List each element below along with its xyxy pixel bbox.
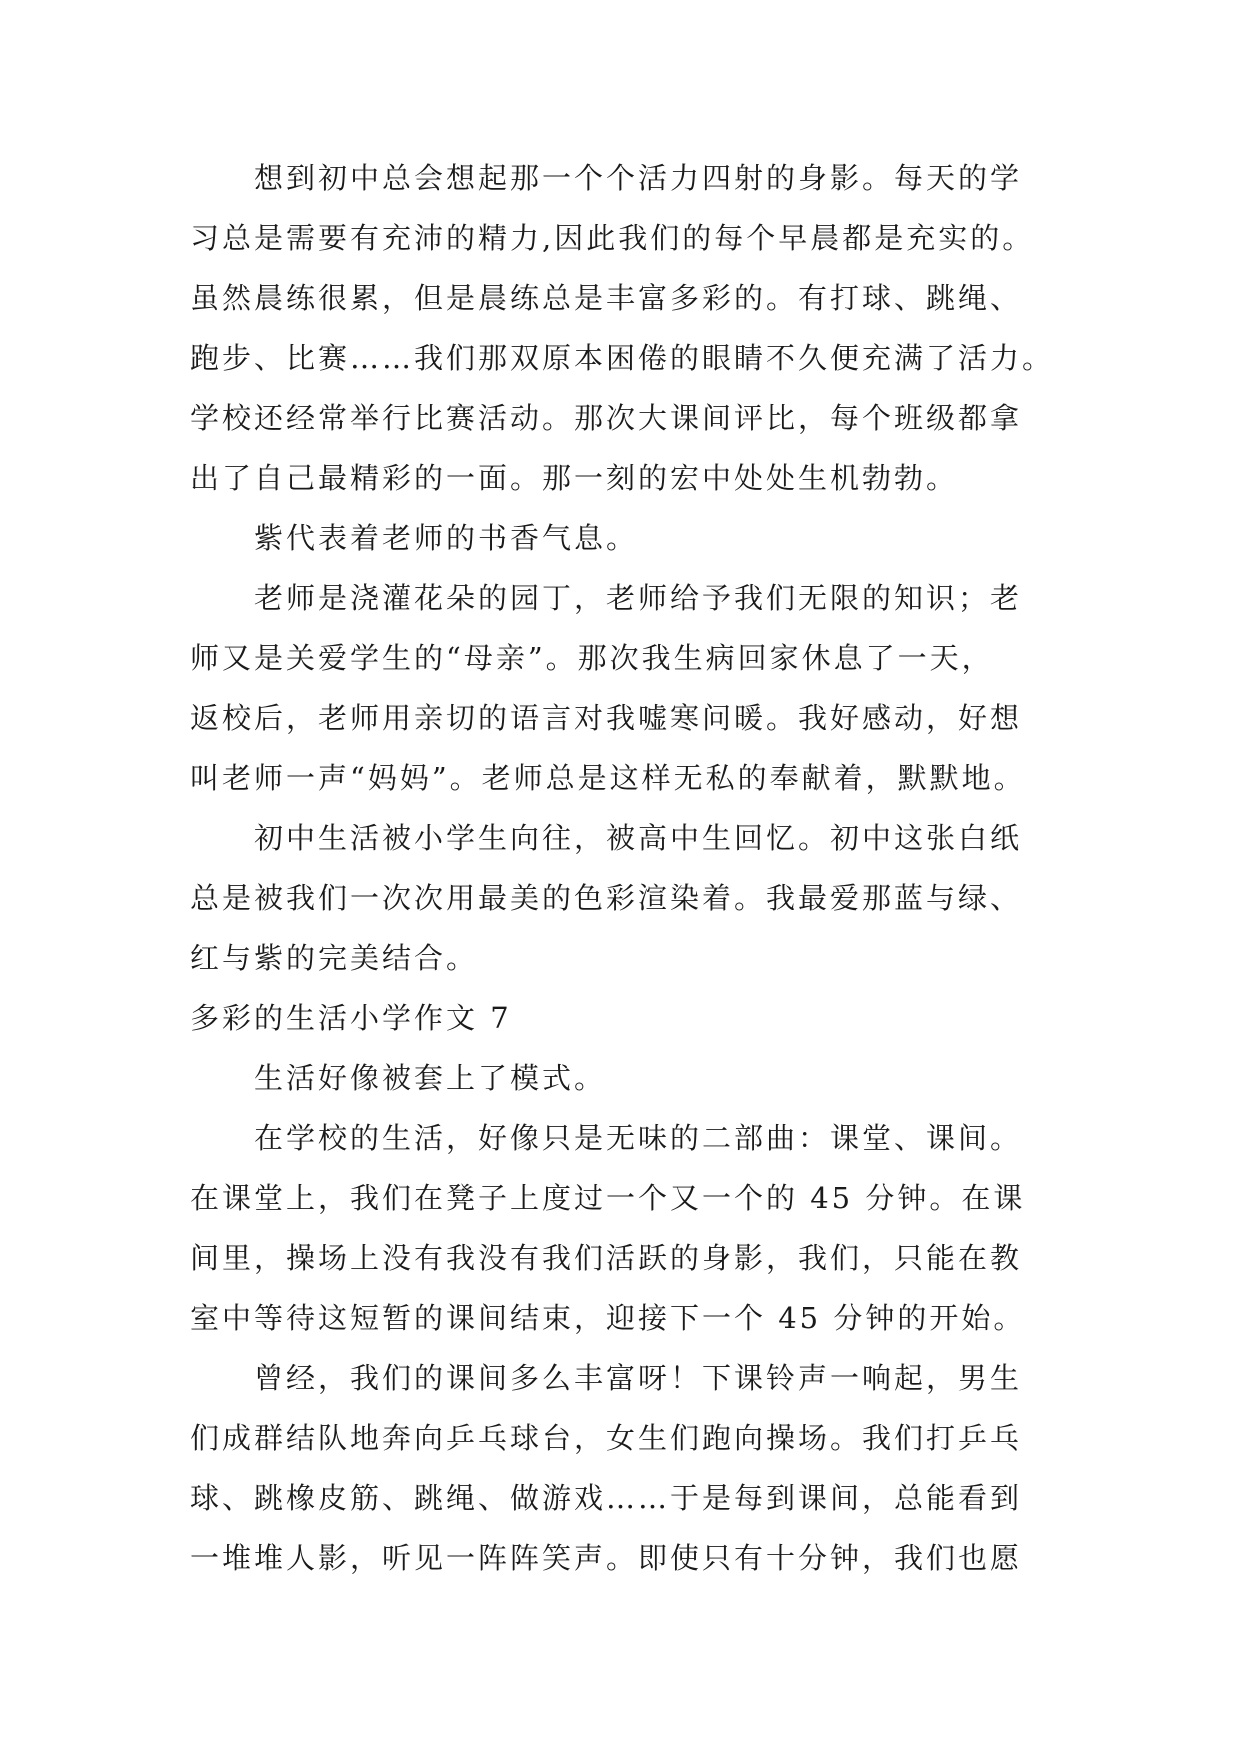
paragraph-line: 出了自己最精彩的一面。那一刻的宏中处处生机勃勃。 bbox=[190, 461, 959, 495]
paragraph-line: 一堆堆人影，听见一阵阵笑声。即使只有十分钟，我们也愿 bbox=[190, 1541, 1023, 1575]
paragraph-line: 间里，操场上没有我没有我们活跃的身影，我们，只能在教 bbox=[190, 1241, 1023, 1275]
paragraph-line: 虽然晨练很累，但是晨练总是丰富多彩的。有打球、跳绳、 bbox=[190, 281, 1023, 315]
paragraph-line: 在课堂上，我们在凳子上度过一个又一个的 45 分钟。在课 bbox=[190, 1181, 1026, 1215]
paragraph-line: 曾经，我们的课间多么丰富呀！下课铃声一响起，男生 bbox=[254, 1361, 1023, 1395]
paragraph-line: 老师是浇灌花朵的园丁，老师给予我们无限的知识；老 bbox=[254, 581, 1023, 615]
paragraph-line: 总是被我们一次次用最美的色彩渲染着。我最爱那蓝与绿、 bbox=[190, 881, 1023, 915]
paragraph-line: 习总是需要有充沛的精力,因此我们的每个早晨都是充实的。 bbox=[190, 221, 1035, 255]
paragraph-line: 返校后，老师用亲切的语言对我嘘寒问暖。我好感动，好想 bbox=[190, 701, 1023, 735]
paragraph-line: 想到初中总会想起那一个个活力四射的身影。每天的学 bbox=[254, 161, 1023, 195]
paragraph-line: 们成群结队地奔向乒乓球台，女生们跑向操场。我们打乒乓 bbox=[190, 1421, 1023, 1455]
paragraph-line: 叫老师一声“妈妈”。老师总是这样无私的奉献着，默默地。 bbox=[190, 761, 1026, 795]
section-heading: 多彩的生活小学作文 7 bbox=[190, 1001, 512, 1035]
paragraph-line: 室中等待这短暂的课间结束，迎接下一个 45 分钟的开始。 bbox=[190, 1301, 1026, 1335]
paragraph-line: 红与紫的完美结合。 bbox=[190, 941, 479, 975]
paragraph-line: 师又是关爱学生的“母亲”。那次我生病回家休息了一天， bbox=[190, 641, 994, 675]
paragraph-line: 在学校的生活，好像只是无味的二部曲：课堂、课间。 bbox=[254, 1121, 1023, 1155]
paragraph-line: 球、跳橡皮筋、跳绳、做游戏……于是每到课间，总能看到 bbox=[190, 1481, 1023, 1515]
paragraph-line: 跑步、比赛……我们那双原本困倦的眼睛不久便充满了活力。 bbox=[190, 341, 1055, 375]
paragraph-line: 生活好像被套上了模式。 bbox=[254, 1061, 607, 1095]
paragraph-line: 学校还经常举行比赛活动。那次大课间评比，每个班级都拿 bbox=[190, 401, 1023, 435]
paragraph-line: 初中生活被小学生向往，被高中生回忆。初中这张白纸 bbox=[254, 821, 1023, 855]
paragraph-line: 紫代表着老师的书香气息。 bbox=[254, 521, 639, 555]
